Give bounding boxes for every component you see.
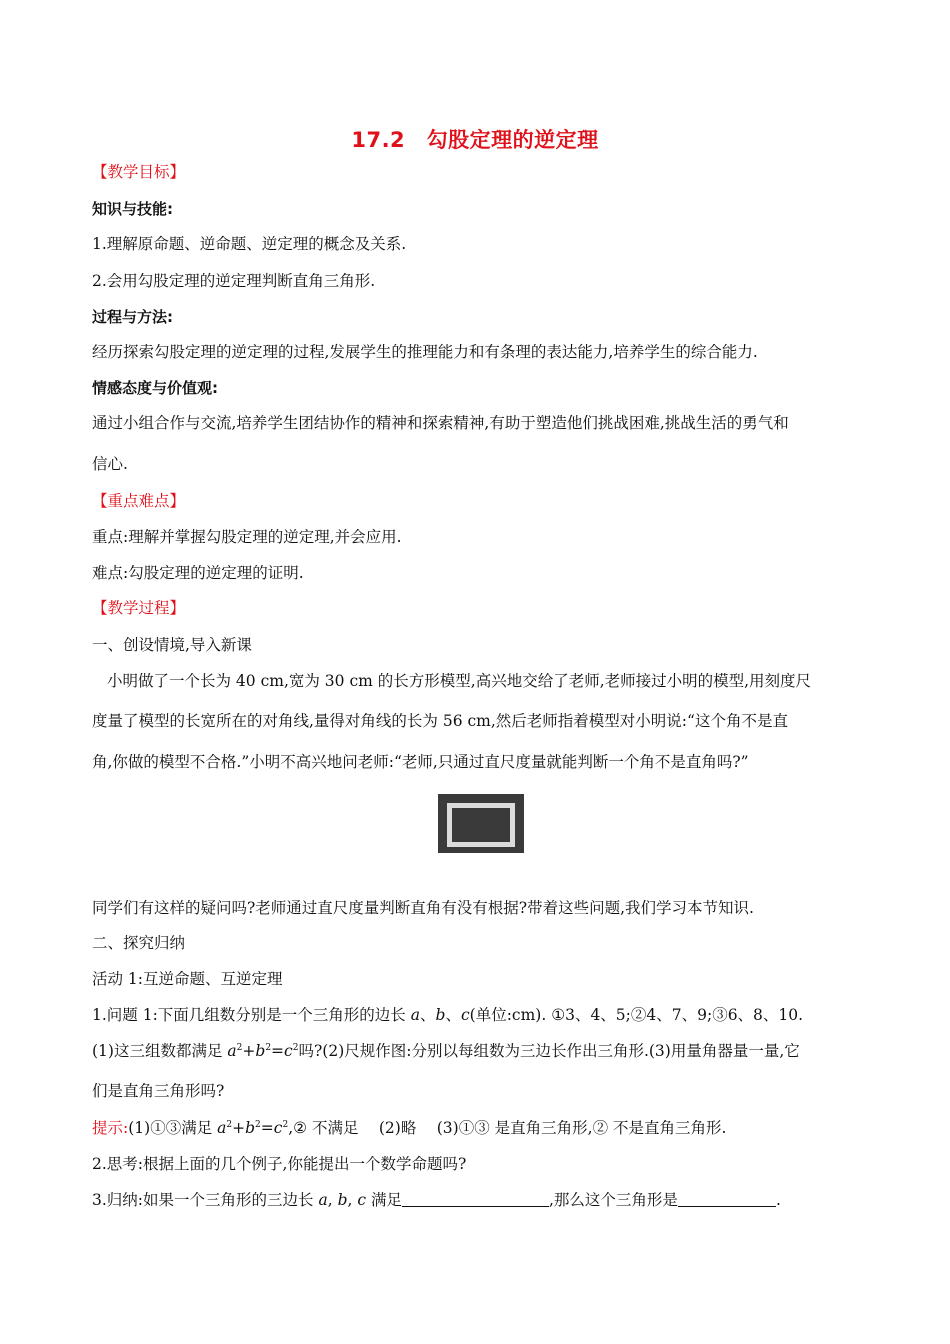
pythagorean-equation: $a^2+b^2=c^2$ — [227, 1042, 299, 1060]
story-line-3: 角,你做的模型不合格.”小明不高兴地问老师:“老师,只通过直尺度量就能判断一个角不是直角吗?” — [92, 753, 749, 771]
activity-1-heading: 活动 1:互逆命题、互逆定理 — [92, 970, 283, 988]
subheading-process: 过程与方法: — [92, 308, 173, 326]
attitude-text-line-1: 通过小组合作与交流,培养学生团结协作的精神和探索精神,有助于塑造他们挑战困难,挑战生活的勇气和 — [92, 414, 789, 432]
var-c: c — [460, 1006, 470, 1024]
after-image-text: 同学们有这样的疑问吗?老师通过直尺度量判断直角有没有根据?带着这些问题,我们学习本节知识. — [92, 899, 754, 917]
subheading-knowledge: 知识与技能: — [92, 200, 173, 218]
process-text: 经历探索勾股定理的逆定理的过程,发展学生的推理能力和有条理的表达能力,培养学生的综合能力. — [92, 343, 758, 361]
rectangle-frame — [447, 803, 515, 847]
sep: 、 — [445, 1006, 461, 1024]
rectangle-model-photo — [438, 794, 524, 853]
part-2-heading: 二、探究归纳 — [92, 934, 186, 952]
question-1-line-3: 们是直角三角形吗? — [92, 1082, 225, 1100]
question-1-line-2 — [92, 1040, 858, 1062]
answer-blank-conclusion[interactable] — [678, 1191, 776, 1207]
q1-text-c2: 吗?(2)尺规作图:分别以每组数为三边长作出三角形.(3)用量角器量一量,它 — [298, 1042, 800, 1060]
q3-text-d: . — [775, 1191, 781, 1209]
difficult-point: 难点:勾股定理的逆定理的证明. — [92, 564, 304, 582]
answer-blank-condition[interactable] — [402, 1191, 549, 1207]
q1-text-a: 1.问题 1:下面几组数分别是一个三角形的边长 — [92, 1006, 411, 1024]
goal-item-1: 1.理解原命题、逆命题、逆定理的概念及关系. — [92, 235, 407, 253]
key-point: 重点:理解并掌握勾股定理的逆定理,并会应用. — [92, 528, 402, 546]
section-heading-process: 【教学过程】 — [92, 599, 186, 617]
story-line-1: 小明做了一个长为 40 cm,宽为 30 cm 的长方形模型,高兴地交给了老师,老师接过小明的模型,用刻度尺 — [107, 672, 812, 690]
attitude-text-line-2: 信心. — [92, 455, 128, 473]
story-line-2: 度量了模型的长宽所在的对角线,量得对角线的长为 56 cm,然后老师指着模型对小明说:“这个角不是直 — [92, 712, 788, 730]
q3-text-c: ,那么这个三角形是 — [549, 1191, 678, 1209]
var-b: b — [435, 1006, 446, 1024]
q3-text-a: 3.归纳:如果一个三角形的三边长 — [92, 1191, 319, 1209]
pythagorean-equation-hint: $a^2+b^2=c^2$ — [217, 1119, 289, 1137]
hint-text-b: ,② 不满足 (2)略 (3)①③ 是直角三角形,② 不是直角三角形. — [288, 1119, 727, 1137]
subheading-attitude: 情感态度与价值观: — [92, 379, 218, 397]
question-1-line-1 — [92, 1004, 858, 1026]
section-heading-key: 【重点难点】 — [92, 492, 186, 510]
q1-text-b: (单位:cm). ①3、4、5;②4、7、9;③6、8、10. — [469, 1006, 804, 1024]
goal-item-2: 2.会用勾股定理的逆定理判断直角三角形. — [92, 272, 376, 290]
var-a: a — [410, 1006, 420, 1024]
part-1-heading: 一、创设情境,导入新课 — [92, 636, 252, 654]
sep: 、 — [419, 1006, 436, 1024]
q1-text-c1: (1)这三组数都满足 — [92, 1042, 228, 1060]
page-title: 17.2 勾股定理的逆定理 — [351, 128, 599, 152]
question-2: 2.思考:根据上面的几个例子,你能提出一个数学命题吗? — [92, 1155, 467, 1173]
section-heading-goals: 【教学目标】 — [92, 163, 186, 181]
hint-text-a: (1)①③满足 — [128, 1119, 218, 1137]
hint-line — [92, 1117, 858, 1139]
question-3: 3.归纳:如果一个三角形的三边长 a, b, c 满足 ,那么这个三角形是 . — [92, 1191, 781, 1209]
hint-label: 提示: — [92, 1119, 129, 1137]
q3-text-b: 满足 — [370, 1191, 402, 1209]
